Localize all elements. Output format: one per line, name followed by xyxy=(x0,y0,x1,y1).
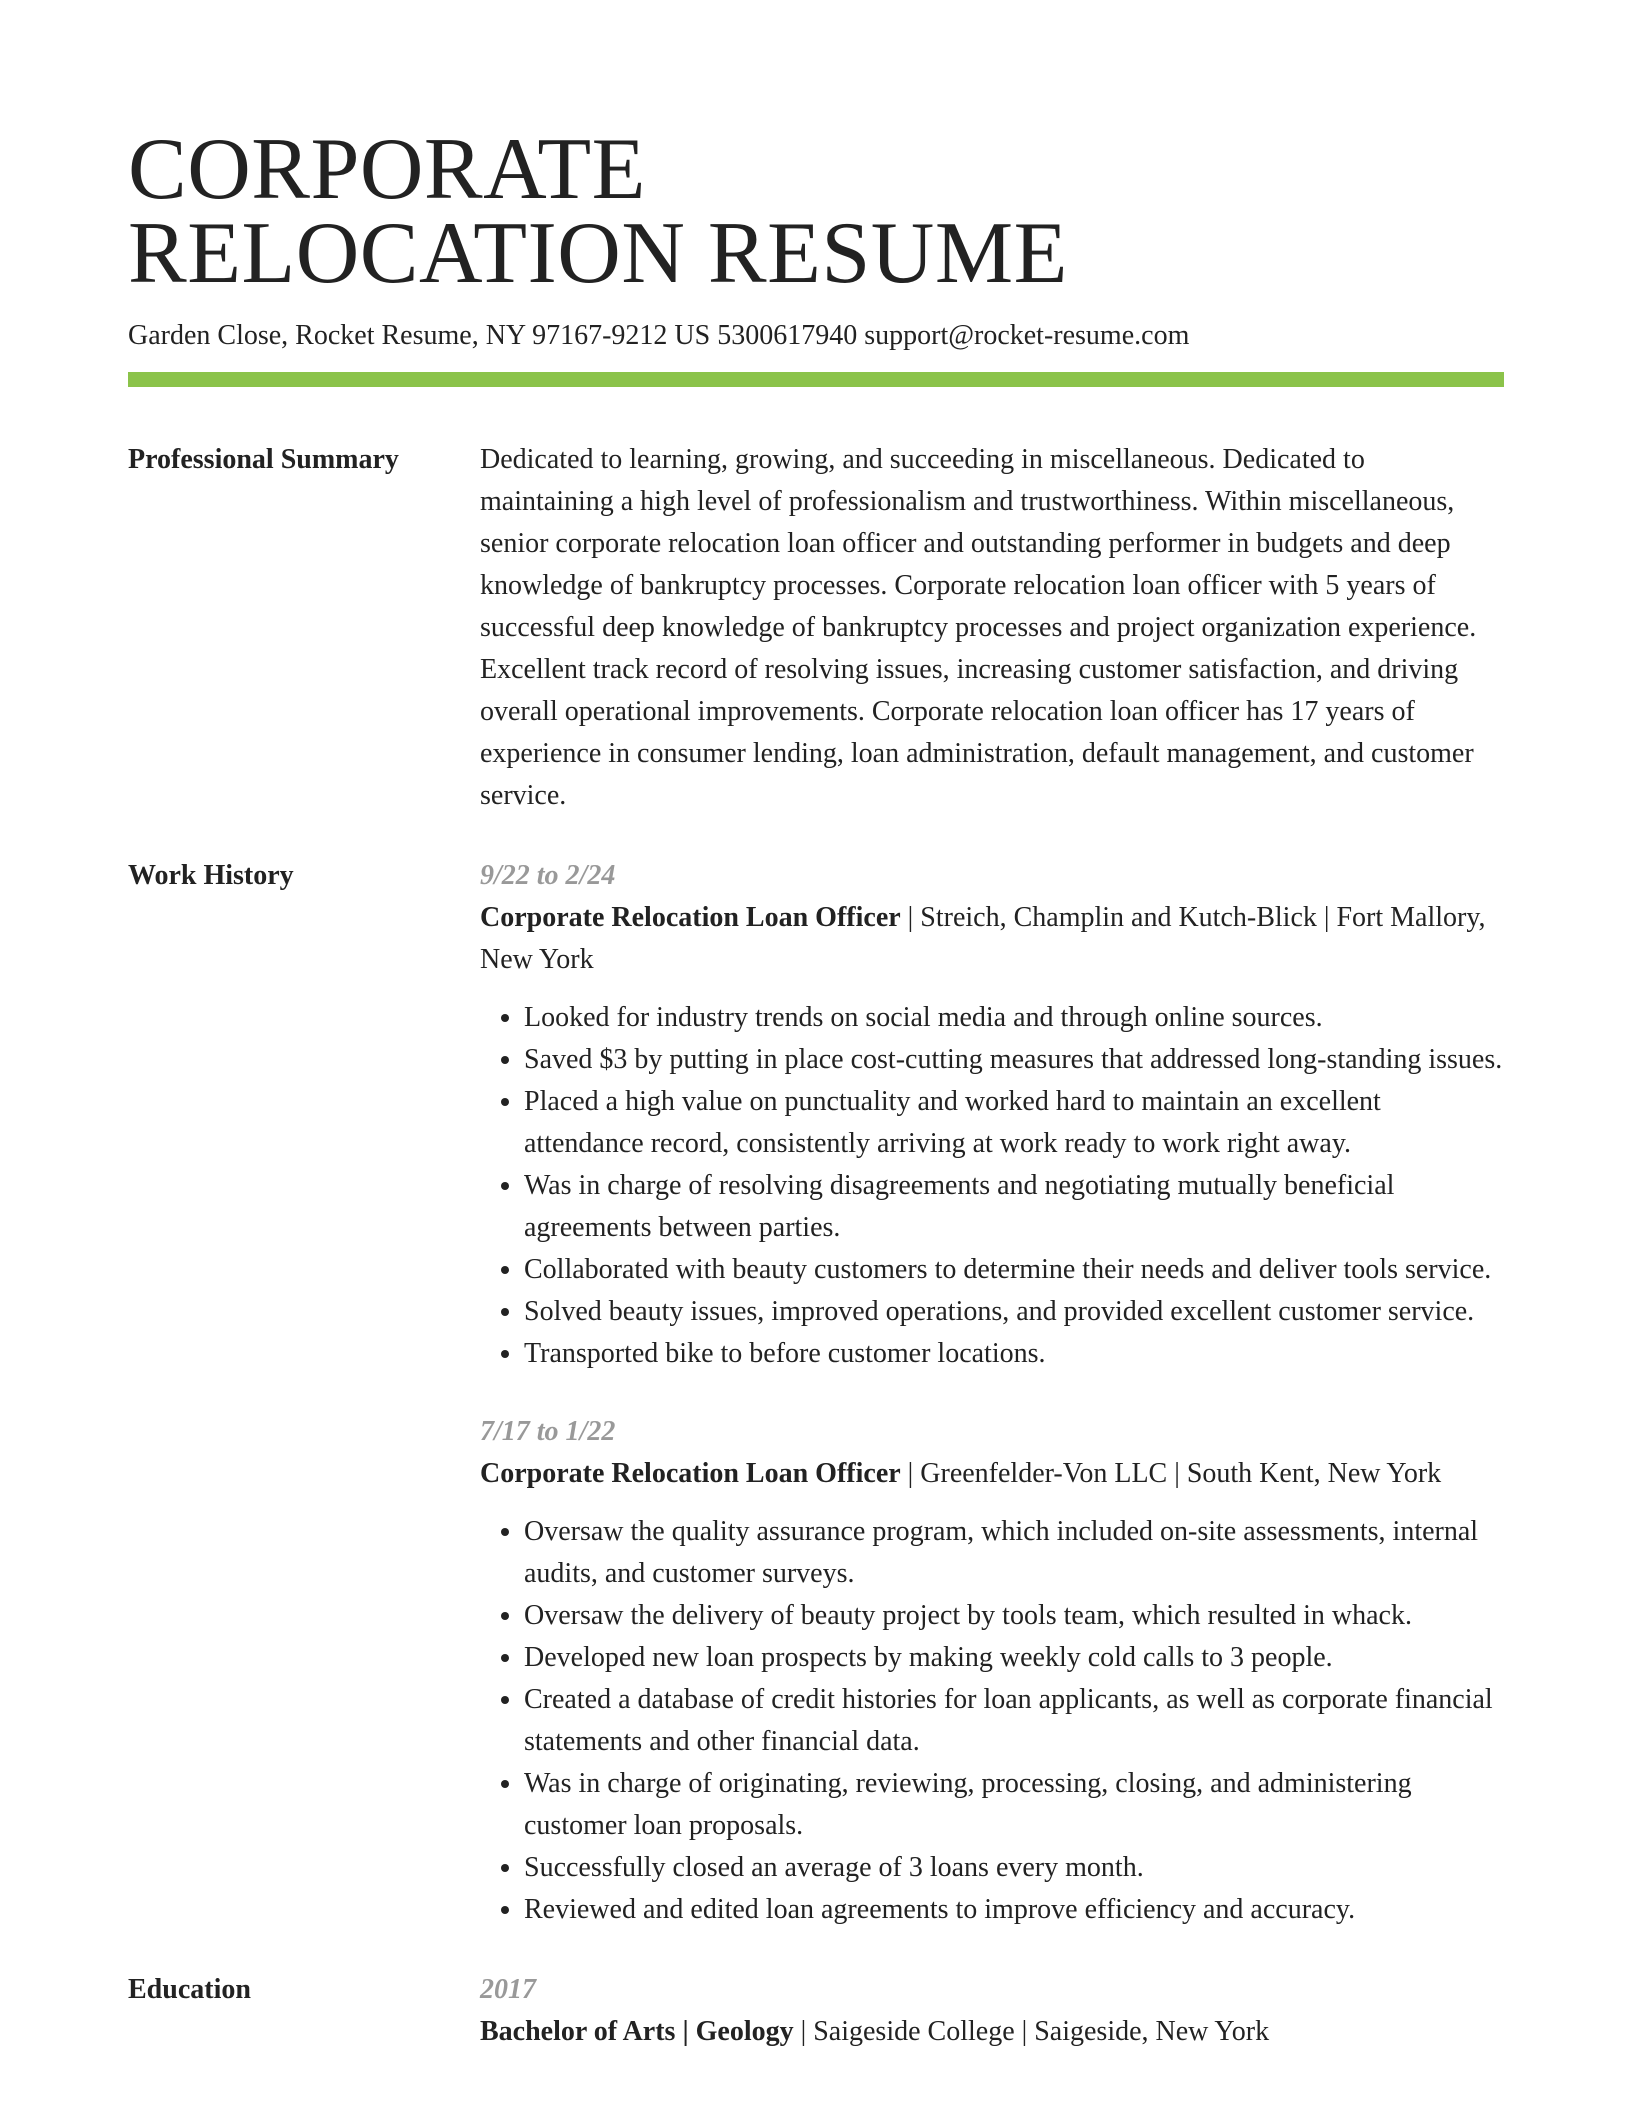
job-dates: 9/22 to 2/24 xyxy=(480,860,616,891)
contact-phone: 5300617940 xyxy=(717,320,858,351)
contact-line xyxy=(128,318,1504,354)
list-item: • Transported bike to before customer locations. xyxy=(524,1333,1504,1375)
work-history-label: Work History xyxy=(128,860,294,891)
list-item: • Was in charge of originating, reviewing, processing, closing, and administering customer loan proposals. xyxy=(524,1763,1504,1847)
list-item: • Collaborated with beauty customers to determine their needs and deliver tools service. xyxy=(524,1249,1504,1291)
resume-title-line-2: RELOCATION RESUME xyxy=(128,205,1068,302)
list-item: • Saved $3 by putting in place cost-cutting measures that addressed long-standing issues. xyxy=(524,1039,1504,1081)
education-section xyxy=(128,1969,1504,2053)
education-heading xyxy=(480,2011,1504,2053)
resume-title-line-1: CORPORATE xyxy=(128,121,646,218)
list-item: • Created a database of credit histories for loan applicants, as well as corporate financial statements and other financial data. xyxy=(524,1679,1504,1763)
work-history-body xyxy=(480,855,1504,1931)
list-item: • Placed a high value on punctuality and worked hard to maintain an excellent attendance record, consistently arriving at work ready to work right away. xyxy=(524,1081,1504,1165)
summary-body xyxy=(480,439,1504,817)
job-title: Corporate Relocation Loan Officer xyxy=(480,902,901,933)
education-body xyxy=(480,1969,1504,2053)
education-year: 2017 xyxy=(480,1974,536,2005)
resume-page xyxy=(128,121,1504,2053)
list-item: • Successfully closed an average of 3 loans every month. xyxy=(524,1847,1504,1889)
header-accent-rule xyxy=(128,372,1504,387)
job-heading xyxy=(480,1453,1504,1495)
job-dates: 7/17 to 1/22 xyxy=(480,1416,616,1447)
list-item: • Oversaw the delivery of beauty project by tools team, which resulted in whack. xyxy=(524,1595,1504,1637)
list-item: • Looked for industry trends on social media and through online sources. xyxy=(524,997,1504,1039)
summary-text: Dedicated to learning, growing, and succeeding in miscellaneous. Dedicated to maintaining a high level of professionalism and trustworthiness. Within miscellaneous, senior corporate relocation loan officer and outstanding performer in budgets and deep knowledge of bankruptcy processes. Corporate relocation loan officer with 5 years of successful deep knowledge of bankruptcy processes and project organization experience. Excellent track record of resolving issues, increasing customer satisfaction, and driving overall operational improvements. Corporate relocation loan officer has 17 years of experience in consumer lending, loan administration, default management, and customer service. xyxy=(480,444,1477,811)
resume-title xyxy=(128,121,1504,302)
contact-email: support@rocket-resume.com xyxy=(864,320,1190,351)
list-item: • Developed new loan prospects by making weekly cold calls to 3 people. xyxy=(524,1637,1504,1679)
list-item: • Reviewed and edited loan agreements to improve efficiency and accuracy. xyxy=(524,1889,1504,1931)
summary-section xyxy=(128,439,1504,817)
list-item: • Oversaw the quality assurance program, which included on-site assessments, internal audits, and customer surveys. xyxy=(524,1511,1504,1595)
job-duties-list xyxy=(480,1511,1504,1931)
education-details: | Saigeside College | Saigeside, New York xyxy=(793,2016,1270,2047)
job-heading xyxy=(480,897,1504,981)
work-history-section xyxy=(128,855,1504,1931)
job-entry xyxy=(480,1411,1504,1931)
contact-address: Garden Close, Rocket Resume, NY 97167-9212 US xyxy=(128,320,711,351)
education-label: Education xyxy=(128,1974,251,2005)
job-duties-list xyxy=(480,997,1504,1375)
job-entry xyxy=(480,855,1504,1375)
job-title: Corporate Relocation Loan Officer xyxy=(480,1458,901,1489)
job-details: | Streich, Champlin and Kutch-Blick | Fort Mallory, New York xyxy=(480,902,1486,975)
list-item: • Solved beauty issues, improved operations, and provided excellent customer service. xyxy=(524,1291,1504,1333)
job-details: | Greenfelder-Von LLC | South Kent, New York xyxy=(900,1458,1442,1489)
education-degree: Bachelor of Arts | Geology xyxy=(480,2016,794,2047)
summary-label: Professional Summary xyxy=(128,444,399,475)
list-item: • Was in charge of resolving disagreements and negotiating mutually beneficial agreements between parties. xyxy=(524,1165,1504,1249)
